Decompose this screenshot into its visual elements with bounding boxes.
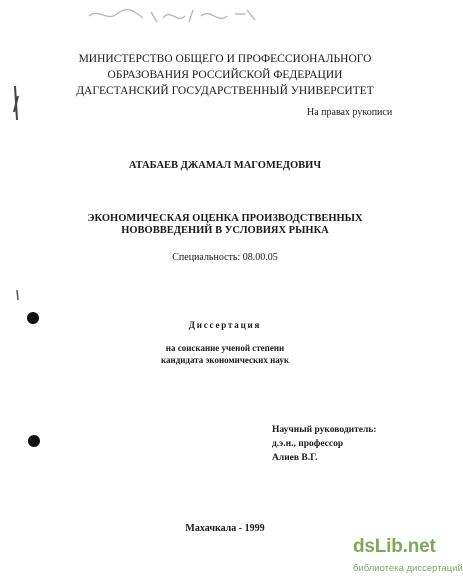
scientific-advisor bbox=[272, 423, 377, 465]
watermark-subtitle: библиотека диссертаций bbox=[353, 563, 463, 574]
ministry-header bbox=[0, 51, 450, 99]
city-year: Махачкала - 1999 bbox=[185, 523, 265, 534]
advisor-name: Алиев В.Г. bbox=[272, 453, 318, 463]
university-name: ДАГЕСТАНСКИЙ ГОСУДАРСТВЕННЫЙ УНИВЕРСИТЕТ bbox=[76, 85, 374, 97]
advisor-credentials: д.э.н., профессор bbox=[272, 439, 344, 449]
rights-note: На правах рукописи bbox=[307, 107, 393, 118]
degree-line-2: кандидата экономических наук bbox=[160, 355, 290, 365]
document-type: Диссертация bbox=[188, 320, 262, 330]
dslib-watermark bbox=[353, 536, 463, 582]
author-name: АТАБАЕВ ДЖАМАЛ МАГОМЕДОВИЧ bbox=[128, 160, 322, 171]
degree-line-1: на соискание ученой степени bbox=[165, 343, 285, 353]
title-line-2: НОВОВВЕДЕНИЙ В УСЛОВИЯХ РЫНКА bbox=[121, 225, 329, 236]
watermark-logo: dsLib.net bbox=[353, 536, 436, 557]
degree-description bbox=[0, 342, 450, 366]
specialty: Специальность: 08.00.05 bbox=[172, 252, 278, 263]
advisor-label: Научный руководитель: bbox=[272, 425, 377, 435]
handwritten-scribble bbox=[85, 4, 265, 26]
ministry-line-1: МИНИСТЕРСТВО ОБЩЕГО И ПРОФЕССИОНАЛЬНОГО bbox=[78, 53, 372, 65]
ministry-line-2: ОБРАЗОВАНИЯ РОССИЙСКОЙ ФЕДЕРАЦИИ bbox=[107, 69, 343, 81]
title-line-1: ЭКОНОМИЧЕСКАЯ ОЦЕНКА ПРОИЗВОДСТВЕННЫХ bbox=[87, 213, 363, 224]
dissertation-title bbox=[0, 213, 450, 237]
